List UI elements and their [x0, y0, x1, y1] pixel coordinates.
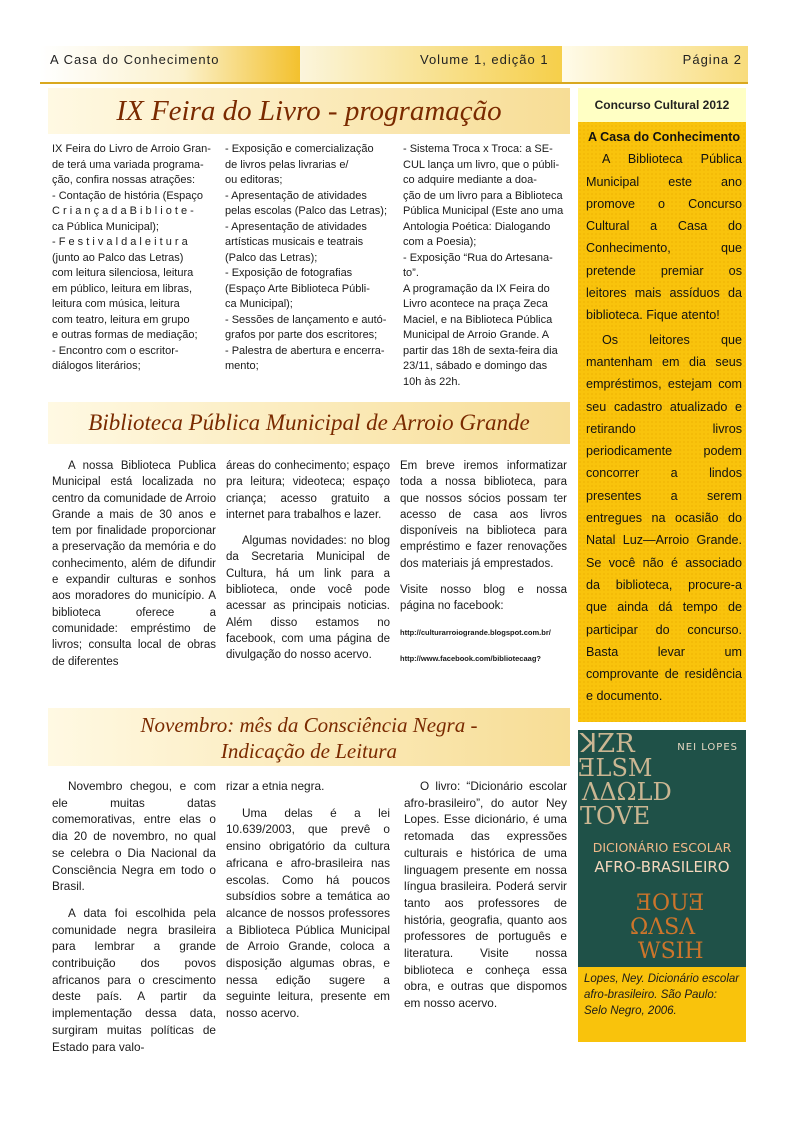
- svg-text:ΛΔΩLD: ΛΔΩLD: [582, 778, 672, 806]
- page-number: Página 2: [682, 52, 742, 67]
- feira-line: com teatro, leitura em grupo: [52, 313, 190, 326]
- feira-line: (junto ao Palco das Letras): [52, 251, 184, 264]
- feira-line: - Apresentação de atividades: [225, 189, 367, 202]
- svg-text:ƎLSM: ƎLSM: [578, 754, 653, 782]
- feira-line: - Exposição “Rua do Artesana-: [403, 251, 553, 264]
- biblioteca-paragraph: Em breve iremos informatizar toda a nossa biblioteca, para que nossos sócios possam ter acesso de casa aos livros disponíveis na biblioteca para empréstimo e fazer renovações dos materiais já emprestados.: [400, 460, 567, 570]
- feira-line: CUL lança um livro, que o públi-: [403, 158, 560, 171]
- novembro-paragraph: O livro: “Dicionário escolar afro-brasileiro”, do autor Ney Lopes. Esse dicionário, é uma retomada das expressões culturais e histórica de uma linguagem presente em nossa língua brasileira. Poderá servir tanto aos professores de história, geografia, quanto aos professores de português e literatura. Visite nossa biblioteca e conheça essa obra, e outras que dispomos em nosso acervo.: [404, 779, 567, 1011]
- feira-line: - F e s t i v a l d a l e i t u r a: [52, 236, 188, 248]
- biblioteca-paragraph: áreas do conhecimento; espaço pra leitura; videoteca; espaço criança; acesso gratuito a internet para trabalhos e lazer.: [226, 460, 390, 521]
- feira-line: Antologia Poética: Dialogando: [403, 220, 551, 233]
- svg-text:TOVE: TOVE: [580, 802, 651, 830]
- feira-line: 10h às 22h.: [403, 375, 461, 388]
- novembro-paragraph: rizar a etnia negra.: [226, 779, 325, 793]
- book-caption-text: Lopes, Ney. Dicionário escolar afro-brasileiro. São Paulo: Selo Negro, 2006.: [584, 973, 740, 1017]
- novembro-paragraph: Novembro chegou, e com ele muitas datas comemorativas, entre elas o dia 20 de novembro, no qual se celebra o Dia Nacional da Consciência Negra em todo o Brasil.: [52, 779, 216, 894]
- svg-text:ƎOUƎ: ƎOUƎ: [636, 891, 705, 916]
- feira-line: ca Pública Municipal);: [52, 220, 159, 233]
- novembro-column-3: [404, 778, 567, 1012]
- feira-column-1: [52, 142, 216, 375]
- book-cover-art: [578, 730, 746, 967]
- book-title-line-2: AFRO-BRASILEIRO: [594, 858, 730, 876]
- sidebar-body: [586, 126, 742, 708]
- header-page-bar: [562, 46, 748, 82]
- feira-line: ção de um livro para a Biblioteca: [403, 189, 563, 202]
- svg-text:ꓘZR: ꓘZR: [580, 730, 635, 759]
- feira-line: Maciel, e na Biblioteca Pública: [403, 313, 553, 326]
- biblioteca-paragraph: A nossa Biblioteca Publica Municipal está localizada no centro da comunidade de Arroio Grande a mais de 30 anos e tem por finalidade proporcionar a preservação da memória e do conhecimento, além de difundir e expandir culturas e sonhos aos moradores do município. A biblioteca oferece a comunidade: empréstimo de livros; consulta local de obras de diferentes: [52, 460, 216, 668]
- feira-line: Livro acontece na praça Zeca: [403, 298, 548, 310]
- feira-line: partir das 18h de sexta-feira dia: [403, 344, 558, 357]
- sidebar-paragraph: A Biblioteca Pública Municipal este ano promove o Concurso Cultural a Casa do Conhecimento, que pretende premiar os leitores mais assíduos da biblioteca. Fique atento!: [586, 152, 742, 323]
- biblioteca-paragraph: Visite nosso blog e nossa página no facebook:: [400, 584, 567, 613]
- feira-line: - Apresentação de atividades: [225, 220, 367, 233]
- feira-line: grafos por parte dos escritores;: [225, 329, 378, 341]
- feira-line: em público, leitura em libras,: [52, 282, 193, 295]
- feira-line: artísticas musicais e teatrais: [225, 236, 364, 248]
- header-volume-bar: [300, 46, 562, 82]
- novembro-paragraph: A data foi escolhida pela comunidade negra brasileira para lembrar a grande contribuição dos povos africanos para o crescimento deste país. A partir da implementação dessa data, surgiram muitas políticas de Estado para valo-: [52, 905, 216, 1054]
- novembro-column-1: [52, 778, 216, 1055]
- feira-line: pelas escolas (Palco das Letras);: [225, 205, 388, 217]
- novembro-title-line-1: Novembro: mês da Consciência Negra -: [140, 713, 478, 737]
- feira-line: ou editoras;: [225, 174, 283, 186]
- sidebar-paragraph: Os leitores que mantenham em dia seus empréstimos, estejam com seu cadastro atualizado e retirando livros periodicamente podem concorrer a lindos presentes a serem entregues na ocasião do Natal Luz—Arroio Grande. Se você não é associado da biblioteca, procure-a que ainda dá tempo de participar do concurso. Basta levar um comprovante de residência e documento.: [586, 332, 742, 704]
- feira-line: - Palestra de abertura e encerra-: [225, 344, 385, 357]
- feira-column-2: [225, 142, 390, 375]
- feira-line: - Exposição e comercialização: [225, 143, 374, 155]
- feira-line: com a Poesia);: [403, 236, 477, 248]
- feira-column-3: [403, 142, 566, 390]
- feira-line: mento;: [225, 360, 259, 372]
- novembro-title-line-2: Indicação de Leitura: [220, 739, 398, 763]
- svg-text:ΩΛSΛ: ΩΛSΛ: [630, 915, 696, 940]
- feira-title: IX Feira do Livro - programação: [116, 95, 502, 127]
- sidebar-header: Concurso Cultural 2012: [578, 88, 746, 122]
- feira-line: IX Feira do Livro de Arroio Gran-: [52, 143, 211, 155]
- feira-banner: [48, 88, 570, 134]
- feira-line: - Encontro com o escritor-: [52, 344, 179, 357]
- feira-line: - Sessões de lançamento e autó-: [225, 313, 387, 326]
- blog-link[interactable]: http://culturarroiogrande.blogspot.com.br/: [400, 627, 551, 637]
- facebook-link[interactable]: http://www.facebook.com/bibliotecaag?: [400, 653, 541, 663]
- feira-line: de terá uma variada programa-: [52, 158, 204, 171]
- feira-line: co adquire mediante a doa-: [403, 174, 537, 186]
- feira-line: (Palco das Letras);: [225, 251, 318, 264]
- feira-line: Pública Municipal (Este ano uma: [403, 205, 564, 217]
- volume-label: Volume 1, edição 1: [420, 52, 549, 67]
- novembro-paragraph: Uma delas é a lei 10.639/2003, que prevê o ensino obrigatório da cultura africana e afro-brasileira nas escolas. Como há poucos subsídios sobre a temática ao alcance de nossos professores a Biblioteca Pública Municipal de Arroio Grande, coloca a disposição algumas obras, e nessa edição sugere a seguinte leitura, presente em nosso acervo.: [226, 805, 390, 1021]
- newsletter-title: A Casa do Conhecimento: [50, 52, 220, 67]
- feira-line: A programação da IX Feira do: [403, 282, 550, 295]
- svg-text:WSIH: WSIH: [638, 939, 704, 964]
- feira-line: to”.: [403, 267, 419, 279]
- feira-line: leitura com música, leitura: [52, 298, 180, 310]
- feira-line: de livros pelas livrarias e/: [225, 158, 349, 171]
- feira-line: - Contação de história (Espaço: [52, 189, 204, 202]
- novembro-banner: [48, 708, 570, 766]
- header-divider: [40, 82, 748, 84]
- header-title-bar: [40, 46, 300, 82]
- feira-line: Municipal de Arroio Grande. A: [403, 329, 550, 341]
- book-author: NEI LOPES: [677, 742, 738, 753]
- biblioteca-paragraph: Algumas novidades: no blog da Secretaria Municipal de Cultura, há um link para a biblioteca, onde você pode acessar as principais noticias. Além disso estamos no facebook, com uma página de divulgação do nosso acervo.: [226, 535, 390, 662]
- biblioteca-column-3: [400, 458, 567, 667]
- book-cover-image: [578, 730, 746, 967]
- feira-line: diálogos literários;: [52, 360, 141, 372]
- feira-line: C r i a n ç a d a B i b l i o t e -: [52, 205, 194, 217]
- feira-line: - Sistema Troca x Troca: a SE-: [403, 143, 553, 155]
- biblioteca-title: Biblioteca Pública Municipal de Arroio Grande: [88, 410, 530, 435]
- feira-line: 23/11, sábado e domingo das: [403, 360, 548, 372]
- book-caption: [578, 967, 746, 1042]
- novembro-column-2: [226, 778, 390, 1022]
- biblioteca-column-2: [226, 458, 390, 664]
- feira-line: - Exposição de fotografias: [225, 267, 353, 279]
- biblioteca-column-1: [52, 458, 216, 670]
- sidebar-title: A Casa do Conhecimento: [587, 130, 741, 144]
- feira-line: com leitura silenciosa, leitura: [52, 267, 194, 279]
- feira-line: (Espaço Arte Biblioteca Públi-: [225, 282, 370, 295]
- biblioteca-banner: [48, 402, 570, 444]
- contest-sidebar: [578, 88, 746, 722]
- feira-line: ção, confira nossas atrações:: [52, 174, 196, 186]
- feira-line: e outras formas de mediação;: [52, 329, 198, 341]
- feira-line: ca Municipal);: [225, 298, 293, 310]
- novembro-title: [48, 708, 570, 764]
- book-title-line-1: DICIONÁRIO ESCOLAR: [592, 840, 732, 855]
